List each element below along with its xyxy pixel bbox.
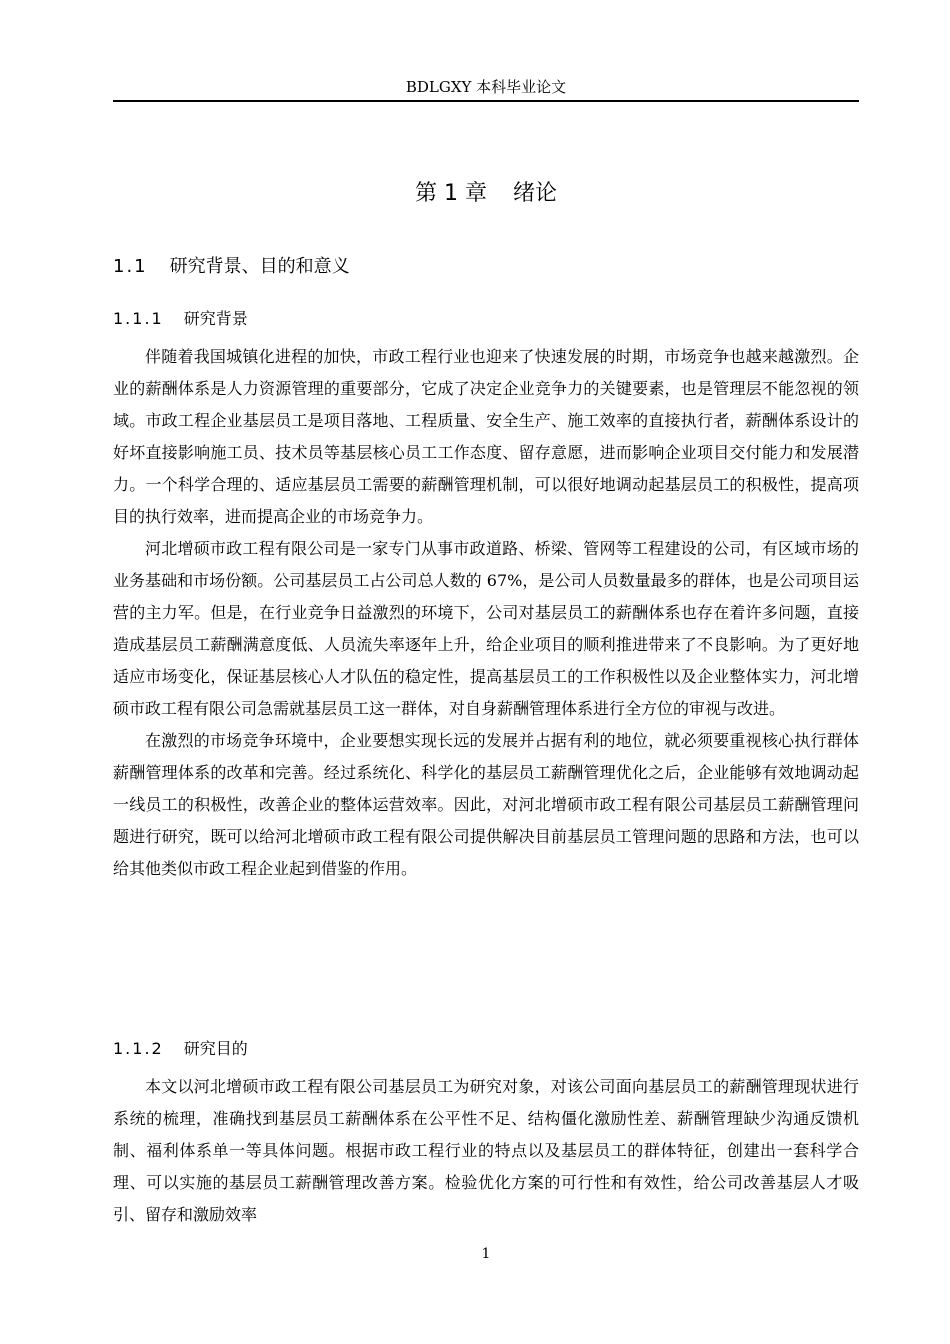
research-background-body	[113, 341, 859, 885]
running-header: BDLGXY 本科毕业论文	[405, 78, 567, 96]
subsection-heading-1-1-1	[113, 306, 248, 332]
body-paragraph: 本文以河北增硕市政工程有限公司基层员工为研究对象，对该公司面向基层员工的薪酬管理现状进行系统的梳理，准确找到基层员工薪酬体系在公平性不足、结构僵化激励性差、薪酬管理缺少沟通反馈机制、福利体系单一等具体问题。根据市政工程行业的特点以及基层员工的群体特征，创建出一套科学合理、可以实施的基层员工薪酬管理改善方案。检验优化方案的可行性和有效性，给公司改善基层人才吸引、留存和激励效率	[113, 1077, 859, 1224]
body-paragraph: 在激烈的市场竞争环境中，企业要想实现长远的发展并占据有利的地位，就必须要重视核心执行群体薪酬管理体系的改革和完善。经过系统化、科学化的基层员工薪酬管理优化之后，企业能够有效地调动起一线员工的积极性，改善企业的整体运营效率。因此，对河北增硕市政工程有限公司基层员工薪酬管理问题进行研究，既可以给河北增硕市政工程有限公司提供解决目前基层员工管理问题的思路和方法，也可以给其他类似市政工程企业起到借鉴的作用。	[113, 731, 859, 878]
chapter-title	[113, 176, 859, 212]
section-number: 1.1	[113, 256, 148, 277]
section-title: 研究背景、目的和意义	[169, 256, 350, 277]
page-number: 1	[481, 1246, 491, 1262]
subsection-number: 1.1.2	[113, 1039, 164, 1058]
body-paragraph: 伴随着我国城镇化进程的加快，市政工程行业也迎来了快速发展的时期，市场竞争也越来越激烈。企业的薪酬体系是人力资源管理的重要部分，它成了决定企业竞争力的关键要素，也是管理层不能忽视的领域。市政工程企业基层员工是项目落地、工程质量、安全生产、施工效率的直接执行者，薪酬体系设计的好坏直接影响施工员、技术员等基层核心员工工作态度、留存意愿，进而影响企业项目交付能力和发展潜力。一个科学合理的、适应基层员工需要的薪酬管理机制，可以很好地调动起基层员工的积极性，提高项目的执行效率，进而提高企业的市场竞争力。	[113, 347, 859, 526]
body-paragraph: 河北增硕市政工程有限公司是一家专门从事市政道路、桥梁、管网等工程建设的公司，有区域市场的业务基础和市场份额。公司基层员工占公司总人数的 67%，是公司人员数量最多的群体，也是公司项目运营的主力军。但是，在行业竞争日益激烈的环境下，公司对基层员工的薪酬体系也存在着许多问题，直接造成基层员工薪酬满意度低、人员流失率逐年上升，给企业项目的顺利推进带来了不良影响。为了更好地适应市场变化，保证基层核心人才队伍的稳定性，提高基层员工的工作积极性以及企业整体实力，河北增硕市政工程有限公司急需就基层员工这一群体，对自身薪酬管理体系进行全方位的审视与改进。	[113, 539, 859, 718]
section-heading-1-1	[113, 253, 350, 281]
subsection-heading-1-1-2	[113, 1036, 248, 1062]
subsection-title: 研究目的	[183, 1039, 248, 1058]
header-rule	[113, 100, 859, 102]
subsection-title: 研究背景	[183, 309, 248, 328]
research-purpose-body	[113, 1071, 859, 1231]
chapter-name: 绪论	[512, 181, 557, 206]
subsection-number: 1.1.1	[113, 309, 164, 328]
chapter-number: 第 1 章	[415, 181, 487, 206]
